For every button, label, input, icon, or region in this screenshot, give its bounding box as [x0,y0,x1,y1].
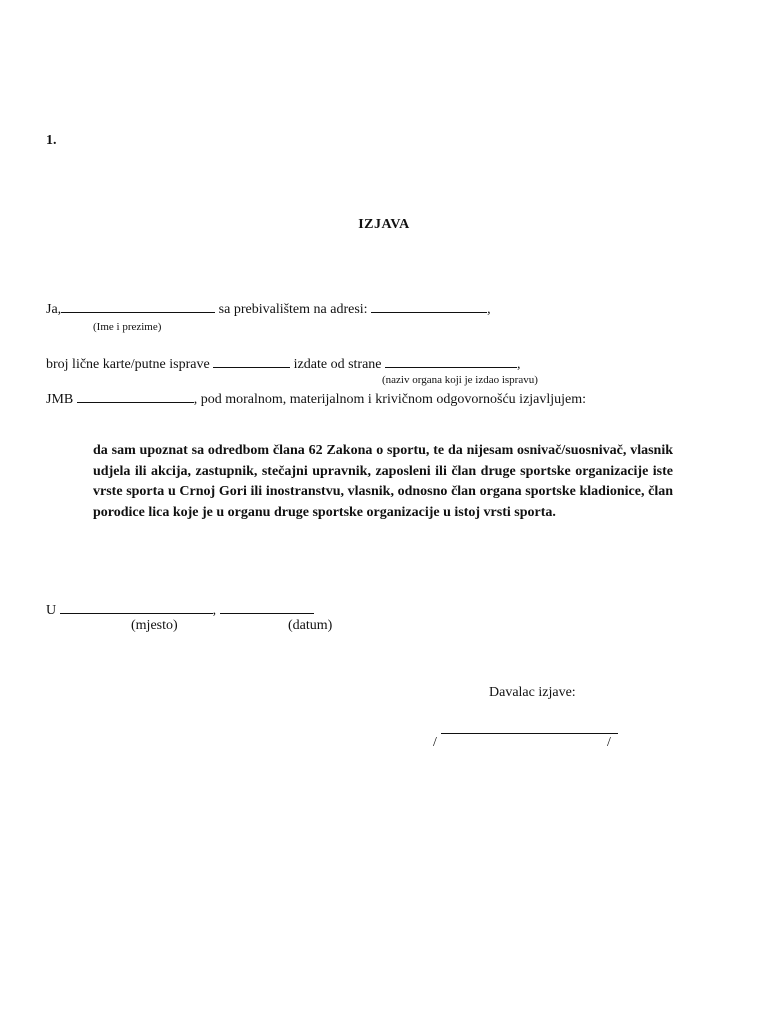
id-number-blank-field[interactable] [213,355,290,368]
line1-comma: , [487,302,491,317]
id-number-label: broj lične karte/putne isprave [46,357,214,372]
address-label: sa prebivalištem na adresi: [215,302,372,317]
issuer-blank-field[interactable] [385,355,517,368]
jmb-line [46,390,586,408]
place-date-line [46,601,314,619]
document-number: 1. [46,133,57,148]
name-caption: (Ime i prezime) [93,321,162,333]
address-blank-field[interactable] [371,300,487,313]
id-document-line [46,355,521,373]
signer-label: Davalac izjave: [489,685,576,700]
signature-slash-left: / [433,735,437,750]
place-blank-field[interactable] [60,601,213,614]
issuer-caption: (naziv organa koji je izdao ispravu) [382,374,538,386]
date-blank-field[interactable] [220,601,314,614]
statement-paragraph: da sam upoznat sa odredbom člana 62 Zakona o sportu, te da nijesam osnivač/suosnivač, vlasnik udjela ili akcija, zastupnik, stečajni upravnik, zaposleni ili član druge sportske organizacije iste vrste sporta u Crnoj Gori ili inostranstvu, vlasnik, odnosno član organa sportske kladionice, član porodice lica koje je u organu druge sportske organizacije u istoj vrsti sporta. [93,443,673,520]
name-blank-field[interactable] [61,300,215,313]
issued-by-label: izdate od strane [290,357,386,372]
place-prefix: U [46,603,60,618]
signature-slash-right: / [607,735,611,750]
ja-prefix: Ja, [46,302,62,317]
jmb-blank-field[interactable] [77,390,194,403]
place-date-separator: , [212,603,220,618]
signature-line[interactable] [441,733,618,734]
line2-comma: , [517,357,521,372]
date-caption: (datum) [288,618,333,633]
name-address-line [46,300,491,318]
document-title: IZJAVA [358,217,410,232]
place-caption: (mjesto) [131,618,178,633]
declaration-intro: , pod moralnom, materijalnom i krivičnom odgovornošću izjavljujem: [193,392,587,407]
jmb-label: JMB [46,392,77,407]
